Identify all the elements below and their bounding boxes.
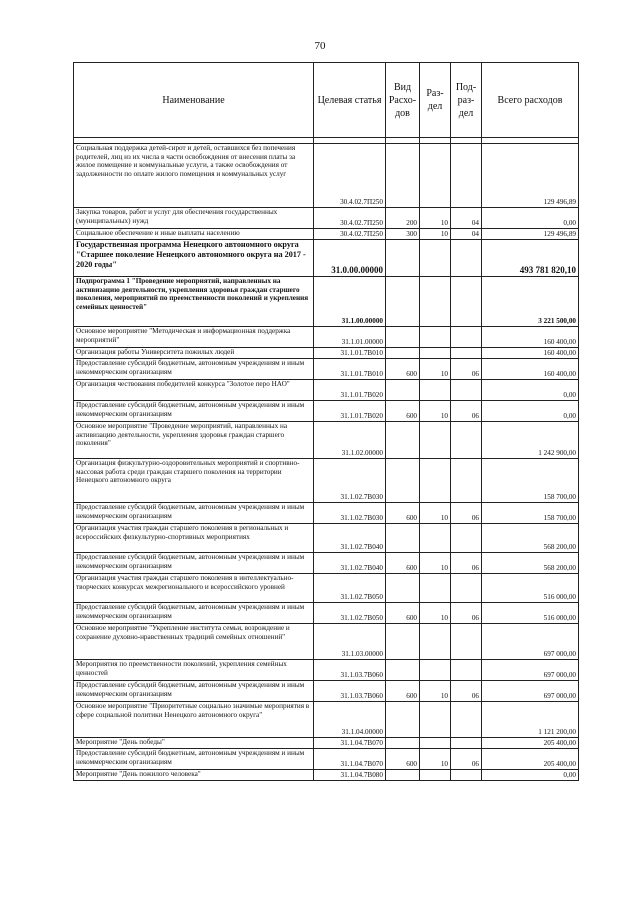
cell-vid: 200 <box>386 208 420 229</box>
cell-podrazdel <box>451 770 482 781</box>
cell-code: 31.1.03.00000 <box>314 624 386 660</box>
cell-name: Предоставление субсидий бюджетным, автономным учреждениям и иным некоммерческим организациям <box>74 681 314 702</box>
cell-vid <box>386 574 420 603</box>
cell-razdel <box>420 380 451 401</box>
cell-podrazdel: 06 <box>451 553 482 574</box>
cell-name: Организация физкультурно-оздоровительных мероприятий и спортивно-массовая работа среди граждан старшего поколения на территории Ненецкого автономного округа <box>74 459 314 503</box>
cell-code: 31.1.02.7В040 <box>314 524 386 553</box>
cell-code: 31.1.02.7В040 <box>314 553 386 574</box>
cell-total: 160 400,00 <box>482 359 579 380</box>
cell-podrazdel <box>451 348 482 359</box>
cell-name: Мероприятия по преемственности поколений, укрепления семейных ценностей <box>74 660 314 681</box>
table-row <box>74 229 579 240</box>
cell-code: 31.1.04.00000 <box>314 702 386 738</box>
cell-vid: 600 <box>386 603 420 624</box>
cell-code: 31.1.04.7В070 <box>314 738 386 749</box>
table-row <box>74 503 579 524</box>
cell-razdel: 10 <box>420 229 451 240</box>
cell-total: 0,00 <box>482 208 579 229</box>
cell-vid <box>386 738 420 749</box>
cell-vid <box>386 240 420 277</box>
cell-razdel <box>420 459 451 503</box>
cell-code: 31.1.01.7В010 <box>314 348 386 359</box>
cell-razdel: 10 <box>420 208 451 229</box>
header-podrazdel: Под-раз-дел <box>451 63 482 138</box>
cell-vid <box>386 277 420 327</box>
table-row <box>74 422 579 459</box>
cell-name: Основное мероприятие "Проведение мероприятий, направленных на активизацию деятельности, укрепления здоровья граждан старшего поколения" <box>74 422 314 459</box>
header-razdel: Раз-дел <box>420 63 451 138</box>
cell-code: 31.1.03.7В060 <box>314 681 386 702</box>
cell-podrazdel <box>451 702 482 738</box>
cell-vid <box>386 144 420 208</box>
header-row <box>74 63 579 138</box>
cell-code: 31.1.02.7В050 <box>314 603 386 624</box>
cell-vid: 600 <box>386 749 420 770</box>
cell-vid <box>386 524 420 553</box>
cell-vid: 600 <box>386 359 420 380</box>
cell-podrazdel: 04 <box>451 208 482 229</box>
cell-podrazdel: 06 <box>451 503 482 524</box>
cell-name: Организация участия граждан старшего поколения в интеллектуально-творческих конкурсах межрегионального и всероссийского уровней <box>74 574 314 603</box>
table-row <box>74 624 579 660</box>
cell-name: Предоставление субсидий бюджетным, автономным учреждениям и иным некоммерческим организациям <box>74 359 314 380</box>
cell-podrazdel: 06 <box>451 749 482 770</box>
cell-total: 205 400,00 <box>482 738 579 749</box>
table-row <box>74 524 579 553</box>
cell-vid <box>386 624 420 660</box>
cell-code: 30.4.02.7П250 <box>314 229 386 240</box>
cell-name: Предоставление субсидий бюджетным, автономным учреждениям и иным некоммерческим организациям <box>74 401 314 422</box>
table-row <box>74 574 579 603</box>
cell-total: 160 400,00 <box>482 327 579 348</box>
cell-name: Предоставление субсидий бюджетным, автономным учреждениям и иным некоммерческим организациям <box>74 503 314 524</box>
cell-razdel <box>420 327 451 348</box>
cell-name: Социальная поддержка детей-сирот и детей, оставшихся без попечения родителей, лиц из их числа в части освобождения от внесения платы за жилое помещение и коммунальные услуги, а также освобождения от задолженности по оплате жилого помещения и коммунальных услуг <box>74 144 314 208</box>
cell-name: Основное мероприятие "Методическая и информационная поддержка мероприятий" <box>74 327 314 348</box>
cell-total: 129 496,89 <box>482 144 579 208</box>
cell-total: 568 200,00 <box>482 524 579 553</box>
cell-name: Организация участия граждан старшего поколения в региональных и всероссийских физкультурно-спортивных мероприятиях <box>74 524 314 553</box>
table-row <box>74 553 579 574</box>
cell-total: 697 000,00 <box>482 660 579 681</box>
cell-vid: 300 <box>386 229 420 240</box>
cell-razdel <box>420 770 451 781</box>
cell-total: 0,00 <box>482 770 579 781</box>
cell-podrazdel: 06 <box>451 681 482 702</box>
cell-total: 697 000,00 <box>482 624 579 660</box>
table-row <box>74 702 579 738</box>
cell-code: 31.1.02.7В030 <box>314 459 386 503</box>
cell-total: 568 200,00 <box>482 553 579 574</box>
cell-code: 31.1.01.00000 <box>314 327 386 348</box>
cell-vid <box>386 380 420 401</box>
cell-total: 205 400,00 <box>482 749 579 770</box>
cell-razdel: 10 <box>420 749 451 770</box>
cell-total: 129 496,89 <box>482 229 579 240</box>
cell-code: 31.0.00.00000 <box>314 240 386 277</box>
cell-podrazdel: 04 <box>451 229 482 240</box>
cell-vid <box>386 348 420 359</box>
table-row <box>74 348 579 359</box>
cell-name: Организация чествования победителей конкурса "Золотое перо НАО" <box>74 380 314 401</box>
table-row <box>74 380 579 401</box>
cell-podrazdel <box>451 624 482 660</box>
cell-total: 697 000,00 <box>482 681 579 702</box>
cell-code: 30.4.02.7П250 <box>314 208 386 229</box>
cell-vid <box>386 327 420 348</box>
cell-razdel <box>420 624 451 660</box>
table-row <box>74 401 579 422</box>
cell-name: Организация работы Университета пожилых людей <box>74 348 314 359</box>
cell-vid <box>386 660 420 681</box>
table-row <box>74 660 579 681</box>
table-row <box>74 277 579 327</box>
table-row <box>74 459 579 503</box>
cell-name: Социальное обеспечение и иные выплаты населению <box>74 229 314 240</box>
cell-podrazdel <box>451 459 482 503</box>
cell-code: 31.1.01.7В020 <box>314 380 386 401</box>
table-row <box>74 770 579 781</box>
cell-podrazdel <box>451 524 482 553</box>
cell-code: 31.1.04.7В080 <box>314 770 386 781</box>
cell-podrazdel: 06 <box>451 401 482 422</box>
cell-name: Основное мероприятие "Приоритетные социально значимые мероприятия в сфере социальной политики Ненецкого автономного округа" <box>74 702 314 738</box>
cell-razdel <box>420 702 451 738</box>
table-body <box>74 144 579 781</box>
cell-total: 0,00 <box>482 401 579 422</box>
cell-vid <box>386 770 420 781</box>
table-row <box>74 681 579 702</box>
cell-razdel <box>420 738 451 749</box>
cell-vid: 600 <box>386 681 420 702</box>
cell-code: 30.4.02.7П250 <box>314 144 386 208</box>
cell-podrazdel <box>451 327 482 348</box>
cell-podrazdel <box>451 144 482 208</box>
cell-razdel <box>420 277 451 327</box>
cell-razdel: 10 <box>420 401 451 422</box>
cell-razdel <box>420 422 451 459</box>
cell-razdel: 10 <box>420 603 451 624</box>
cell-razdel <box>420 524 451 553</box>
budget-table <box>73 62 579 781</box>
cell-podrazdel <box>451 660 482 681</box>
cell-name: Подпрограмма 1 "Проведение мероприятий, направленных на активизацию деятельности, укрепления здоровья граждан старшего поколения, мероприятий по преемственности поколений и укрепления семейных ценностей" <box>74 277 314 327</box>
header-total: Всего расходов <box>482 63 579 138</box>
page-number: 70 <box>314 40 326 52</box>
table-row <box>74 144 579 208</box>
cell-podrazdel <box>451 380 482 401</box>
cell-podrazdel <box>451 240 482 277</box>
cell-code: 31.1.03.7В060 <box>314 660 386 681</box>
table-row <box>74 359 579 380</box>
table-row <box>74 327 579 348</box>
cell-name: Закупка товаров, работ и услуг для обеспечения государственных (муниципальных) нужд <box>74 208 314 229</box>
header-vid: Вид Расхо-дов <box>386 63 420 138</box>
table-row <box>74 738 579 749</box>
cell-code: 31.1.00.00000 <box>314 277 386 327</box>
cell-name: Предоставление субсидий бюджетным, автономным учреждениям и иным некоммерческим организациям <box>74 553 314 574</box>
cell-total: 516 000,00 <box>482 574 579 603</box>
cell-podrazdel <box>451 277 482 327</box>
cell-total: 1 121 200,00 <box>482 702 579 738</box>
cell-code: 31.1.02.00000 <box>314 422 386 459</box>
cell-podrazdel: 06 <box>451 603 482 624</box>
table-row <box>74 208 579 229</box>
table-row <box>74 749 579 770</box>
cell-vid: 600 <box>386 503 420 524</box>
cell-name: Мероприятие "День пожилого человека" <box>74 770 314 781</box>
cell-code: 31.1.01.7В010 <box>314 359 386 380</box>
cell-total: 1 242 900,00 <box>482 422 579 459</box>
cell-vid <box>386 702 420 738</box>
cell-podrazdel <box>451 422 482 459</box>
cell-code: 31.1.01.7В020 <box>314 401 386 422</box>
cell-total: 493 781 820,10 <box>482 240 579 277</box>
cell-vid: 600 <box>386 553 420 574</box>
cell-vid <box>386 422 420 459</box>
cell-razdel <box>420 574 451 603</box>
cell-total: 158 700,00 <box>482 459 579 503</box>
cell-razdel: 10 <box>420 681 451 702</box>
cell-name: Основное мероприятие "Укрепление института семьи, возрождение и сохранение духовно-нравственных традиций семейных отношений" <box>74 624 314 660</box>
cell-podrazdel <box>451 574 482 603</box>
cell-name: Мероприятие "День победы" <box>74 738 314 749</box>
cell-podrazdel: 06 <box>451 359 482 380</box>
cell-name: Предоставление субсидий бюджетным, автономным учреждениям и иным некоммерческим организациям <box>74 749 314 770</box>
cell-razdel <box>420 144 451 208</box>
cell-code: 31.1.04.7В070 <box>314 749 386 770</box>
cell-razdel <box>420 348 451 359</box>
table-row <box>74 240 579 277</box>
cell-razdel: 10 <box>420 503 451 524</box>
header-name: Наименование <box>74 63 314 138</box>
header-code: Целевая статья <box>314 63 386 138</box>
cell-total: 160 400,00 <box>482 348 579 359</box>
cell-total: 158 700,00 <box>482 503 579 524</box>
cell-code: 31.1.02.7В030 <box>314 503 386 524</box>
cell-razdel: 10 <box>420 359 451 380</box>
cell-code: 31.1.02.7В050 <box>314 574 386 603</box>
cell-podrazdel <box>451 738 482 749</box>
cell-razdel: 10 <box>420 553 451 574</box>
cell-vid: 600 <box>386 401 420 422</box>
cell-razdel <box>420 240 451 277</box>
cell-vid <box>386 459 420 503</box>
cell-name: Предоставление субсидий бюджетным, автономным учреждениям и иным некоммерческим организациям <box>74 603 314 624</box>
cell-razdel <box>420 660 451 681</box>
cell-total: 0,00 <box>482 380 579 401</box>
cell-name: Государственная программа Ненецкого автономного округа "Старшее поколение Ненецкого автономного округа на 2017 - 2020 годы" <box>74 240 314 277</box>
table-row <box>74 603 579 624</box>
cell-total: 516 000,00 <box>482 603 579 624</box>
cell-total: 3 221 500,00 <box>482 277 579 327</box>
